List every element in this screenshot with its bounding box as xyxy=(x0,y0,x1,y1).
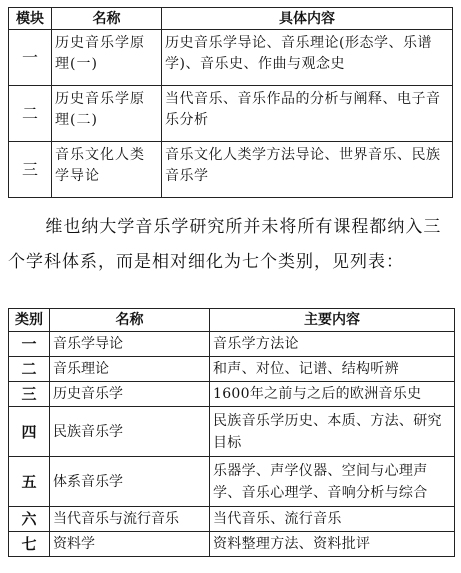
header-name: 名称 xyxy=(50,309,210,332)
table-row xyxy=(9,142,453,198)
module-index: 二 xyxy=(9,86,52,142)
category-name: 历史音乐学 xyxy=(50,382,210,407)
module-name: 历史音乐学原理(一) xyxy=(52,30,162,86)
category-name: 当代音乐与流行音乐 xyxy=(50,507,210,532)
category-content: 当代音乐、流行音乐 xyxy=(210,507,455,532)
module-table-header-row xyxy=(9,8,453,30)
module-content: 音乐文化人类学方法导论、世界音乐、民族音乐学 xyxy=(162,142,453,198)
category-index: 四 xyxy=(9,407,50,457)
category-table-header-row xyxy=(9,309,455,332)
category-table xyxy=(8,308,455,557)
header-main-content: 主要内容 xyxy=(210,309,455,332)
module-index: 一 xyxy=(9,30,52,86)
category-name: 音乐理论 xyxy=(50,357,210,382)
header-content: 具体内容 xyxy=(162,8,453,30)
table-row xyxy=(9,532,455,557)
table-row xyxy=(9,382,455,407)
module-content: 当代音乐、音乐作品的分析与阐释、电子音乐分析 xyxy=(162,86,453,142)
category-index: 五 xyxy=(9,457,50,507)
module-name: 音乐文化人类学导论 xyxy=(52,142,162,198)
category-name: 音乐学导论 xyxy=(50,332,210,357)
table-row xyxy=(9,86,453,142)
category-name: 体系音乐学 xyxy=(50,457,210,507)
table-row xyxy=(9,507,455,532)
category-content: 资料整理方法、资料批评 xyxy=(210,532,455,557)
table-row xyxy=(9,457,455,507)
body-paragraph: 维也纳大学音乐学研究所并未将所有课程都纳入三个学科体系，而是相对细化为七个类别，见列表： xyxy=(8,217,442,272)
table-row xyxy=(9,332,455,357)
category-index: 二 xyxy=(9,357,50,382)
category-content: 音乐学方法论 xyxy=(210,332,455,357)
table-row xyxy=(9,357,455,382)
header-category: 类别 xyxy=(9,309,50,332)
header-name: 名称 xyxy=(52,8,162,30)
module-name: 历史音乐学原理(二) xyxy=(52,86,162,142)
category-index: 六 xyxy=(9,507,50,532)
category-name: 民族音乐学 xyxy=(50,407,210,457)
table-row xyxy=(9,30,453,86)
category-name: 资料学 xyxy=(50,532,210,557)
category-index: 三 xyxy=(9,382,50,407)
category-content: 乐器学、声学仪器、空间与心理声学、音乐心理学、音响分析与综合 xyxy=(210,457,455,507)
module-table xyxy=(8,7,453,198)
module-index: 三 xyxy=(9,142,52,198)
category-index: 一 xyxy=(9,332,50,357)
module-content: 历史音乐学导论、音乐理论(形态学、乐谱学)、音乐史、作曲与观念史 xyxy=(162,30,453,86)
category-content: 和声、对位、记谱、结构听辨 xyxy=(210,357,455,382)
category-content: 1600年之前与之后的欧洲音乐史 xyxy=(210,382,455,407)
category-content: 民族音乐学历史、本质、方法、研究目标 xyxy=(210,407,455,457)
table-row xyxy=(9,407,455,457)
category-index: 七 xyxy=(9,532,50,557)
header-module: 模块 xyxy=(9,8,52,30)
